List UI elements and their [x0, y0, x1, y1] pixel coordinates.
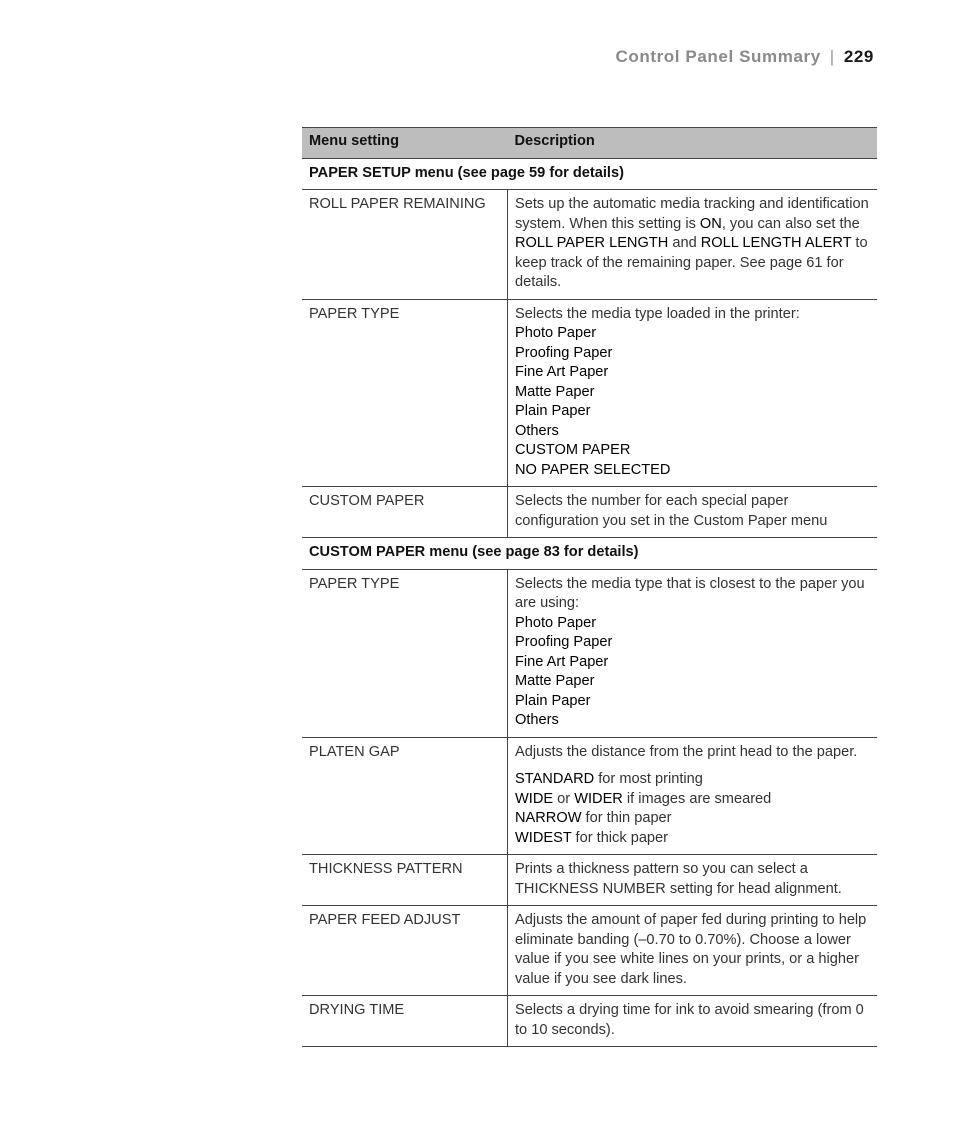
menu-settings-table — [302, 127, 877, 1047]
setting-drying-time: DRYING TIME — [302, 996, 508, 1047]
option-standard: STANDARD for most printing — [515, 771, 703, 787]
table-row — [302, 855, 877, 906]
table-row — [302, 906, 877, 996]
option-proofing-paper: Proofing Paper — [515, 344, 613, 361]
option-proofing-paper: Proofing Paper — [515, 634, 613, 650]
description-intro: Adjusts the distance from the print head to the paper. — [515, 743, 858, 760]
option-custom-paper: CUSTOM PAPER — [515, 442, 631, 458]
description-paper-feed-adjust: Adjusts the amount of paper fed during printing to help eliminate banding (–0.70 to 0.70%). Choose a lower value if you see white lines on your prints, or a higher value if you see dark lines. — [508, 906, 878, 996]
option-matte-paper: Matte Paper — [515, 383, 595, 400]
table-row — [302, 487, 877, 538]
option-others: Others — [515, 712, 559, 728]
description-paper-type — [508, 569, 878, 737]
table-row — [302, 299, 877, 487]
setting-thickness-pattern: THICKNESS PATTERN — [302, 855, 508, 906]
table-row — [302, 569, 877, 737]
option-matte-paper: Matte Paper — [515, 673, 595, 689]
option-plain-paper: Plain Paper — [515, 692, 591, 709]
option-fine-art-paper: Fine Art Paper — [515, 653, 609, 670]
column-header-menu-setting: Menu setting — [302, 128, 508, 159]
header-title: Control Panel Summary — [615, 47, 821, 66]
description-roll-paper-remaining: Sets up the automatic media tracking and identification system. When this setting is ON, you can also set the ROLL PAPER LENGTH and ROLL LENGTH ALERT to keep track of the remaining paper. See page 61 for details. — [508, 190, 878, 300]
option-fine-art-paper: Fine Art Paper — [515, 364, 609, 380]
setting-roll-paper-remaining: ROLL PAPER REMAINING — [302, 190, 508, 300]
option-others: Others — [515, 422, 559, 439]
description-drying-time: Selects a drying time for ink to avoid smearing (from 0 to 10 seconds). — [508, 996, 878, 1047]
option-no-paper-selected: NO PAPER SELECTED — [515, 461, 671, 478]
description-intro: Selects the media type loaded in the printer: — [515, 305, 800, 322]
header-separator: | — [829, 47, 835, 66]
setting-paper-type: PAPER TYPE — [302, 299, 508, 487]
option-wide: WIDE or WIDER if images are smeared — [515, 790, 772, 807]
option-widest: WIDEST for thick paper — [515, 829, 669, 846]
table-row — [302, 996, 877, 1047]
option-plain-paper: Plain Paper — [515, 403, 591, 419]
description-intro: Selects the media type that is closest to the paper you are using: — [515, 575, 865, 611]
section-title-paper-setup: PAPER SETUP menu (see page 59 for details) — [302, 158, 877, 190]
setting-custom-paper: CUSTOM PAPER — [302, 487, 508, 538]
option-photo-paper: Photo Paper — [515, 325, 597, 341]
option-narrow: NARROW for thin paper — [515, 810, 672, 826]
setting-platen-gap: PLATEN GAP — [302, 737, 508, 855]
description-custom-paper: Selects the number for each special paper configuration you set in the Custom Paper menu — [508, 487, 878, 538]
section-row-custom-paper — [302, 538, 877, 570]
option-photo-paper: Photo Paper — [515, 614, 597, 631]
description-platen-gap — [508, 737, 878, 855]
section-title-custom-paper: CUSTOM PAPER menu (see page 83 for details) — [302, 538, 877, 570]
description-paper-type — [508, 299, 878, 487]
page-number: 229 — [843, 47, 874, 66]
setting-paper-type: PAPER TYPE — [302, 569, 508, 737]
running-header — [615, 47, 874, 67]
table-header-row — [302, 128, 877, 159]
description-thickness-pattern: Prints a thickness pattern so you can select a THICKNESS NUMBER setting for head alignment. — [508, 855, 878, 906]
column-header-description: Description — [508, 128, 878, 159]
section-row-paper-setup — [302, 158, 877, 190]
table-row — [302, 737, 877, 855]
setting-paper-feed-adjust: PAPER FEED ADJUST — [302, 906, 508, 996]
table-row — [302, 190, 877, 300]
